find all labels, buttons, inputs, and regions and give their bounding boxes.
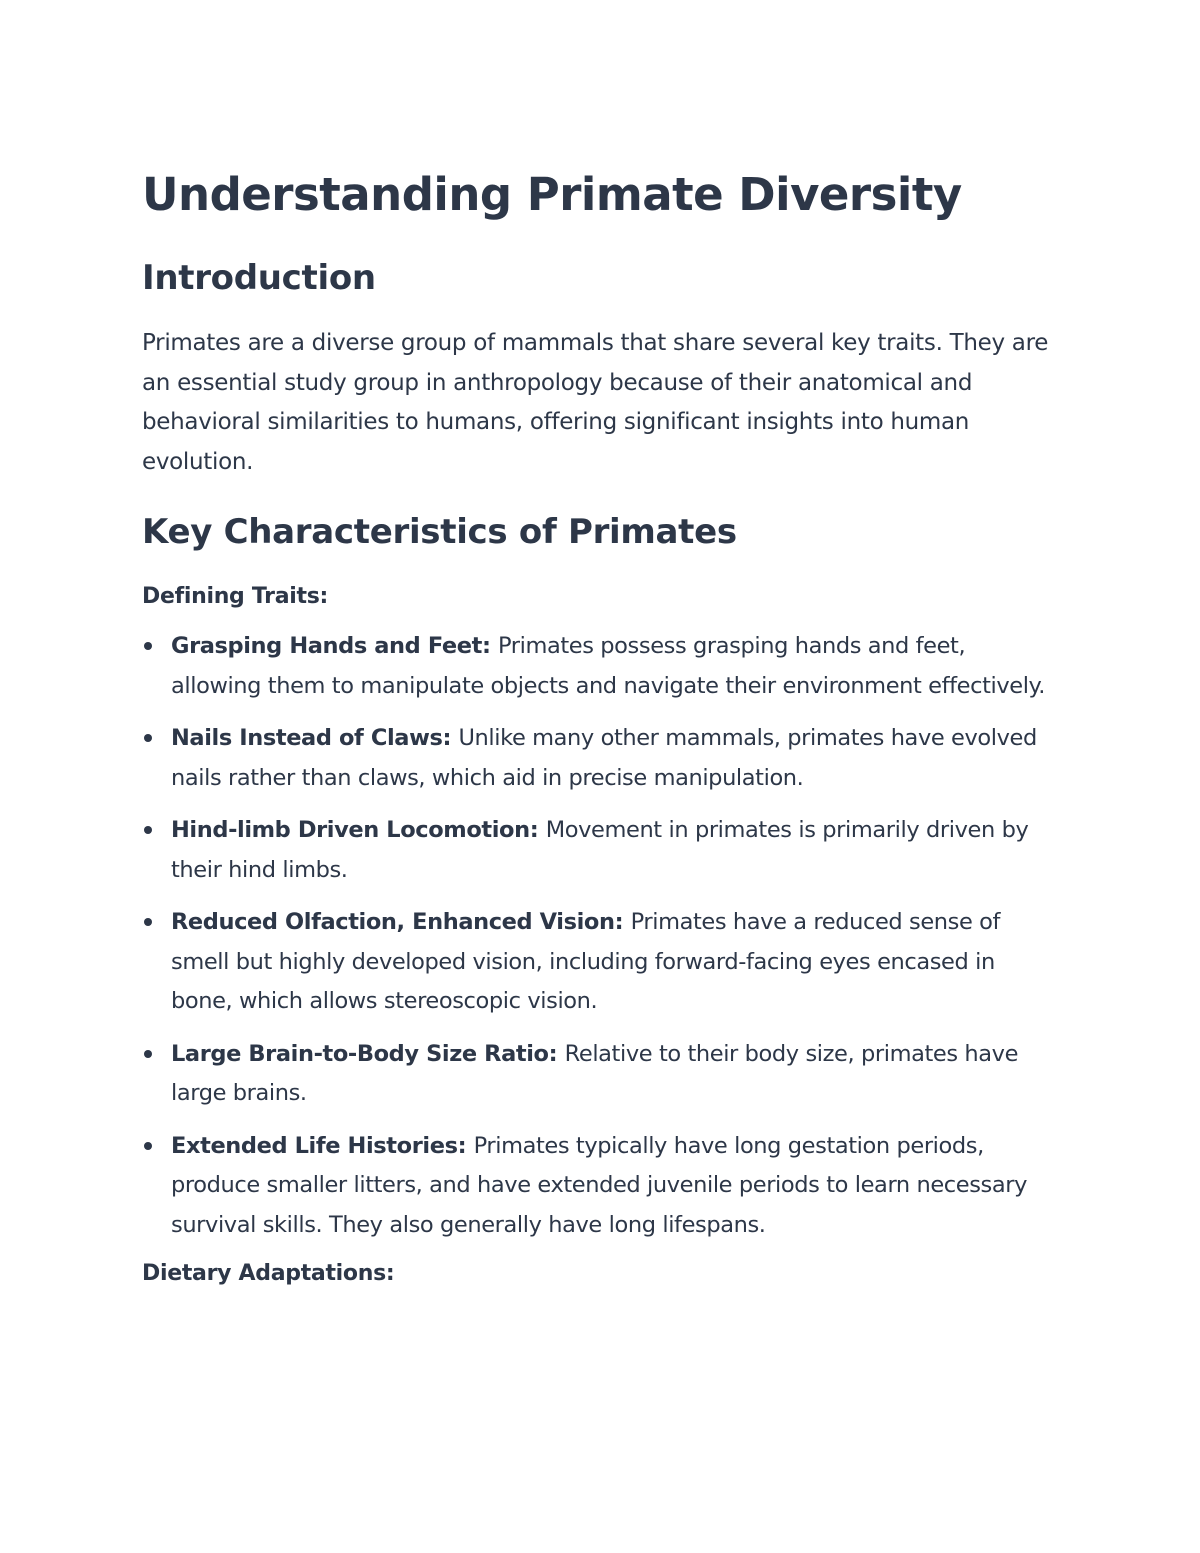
trait-description: Primates typically have long gestation periods, produce smaller litters, and have extended juvenile periods to learn necessary survival skills. They also generally have long lifespans. <box>171 1132 1028 1238</box>
list-item <box>142 903 1062 1022</box>
document-title: Understanding Primate Diversity <box>142 168 962 221</box>
list-item <box>142 719 1062 798</box>
key-characteristics-heading: Key Characteristics of Primates <box>142 512 737 552</box>
bullet-icon <box>144 642 152 650</box>
bullet-icon <box>144 734 152 742</box>
introduction-heading: Introduction <box>142 258 376 298</box>
list-item <box>142 1127 1062 1246</box>
trait-description: Primates have a reduced sense of smell but highly developed vision, including forward-facing eyes encased in bone, which allows stereoscopic vision. <box>171 909 1001 1014</box>
bullet-icon <box>144 1050 152 1058</box>
trait-term: Large Brain-to-Body Size Ratio: <box>171 1040 565 1067</box>
bullet-icon <box>144 826 152 834</box>
defining-traits-list <box>142 627 1062 1245</box>
trait-term: Grasping Hands and Feet: <box>171 633 498 659</box>
trait-term: Hind-limb Driven Locomotion: <box>171 817 546 843</box>
trait-description: Primates possess grasping hands and feet, allowing them to manipulate objects and navigate their environment effectively. <box>171 633 1046 699</box>
list-item <box>142 1035 1062 1114</box>
document-page <box>142 160 1062 1290</box>
trait-description: Relative to their body size, primates have large brains. <box>171 1040 1019 1106</box>
bullet-icon <box>144 918 152 926</box>
trait-description: Movement in primates is primarily driven by their hind limbs. <box>171 817 1029 883</box>
trait-term: Extended Life Histories: <box>171 1132 474 1159</box>
defining-traits-label: Defining Traits: <box>142 584 329 609</box>
dietary-adaptations-label: Dietary Adaptations: <box>142 1261 395 1286</box>
bullet-icon <box>144 1142 152 1150</box>
list-item <box>142 627 1062 706</box>
trait-description: Unlike many other mammals, primates have evolved nails rather than claws, which aid in precise manipulation. <box>171 725 1037 791</box>
trait-term: Nails Instead of Claws: <box>171 725 459 751</box>
trait-term: Reduced Olfaction, Enhanced Vision: <box>171 909 631 935</box>
introduction-paragraph: Primates are a diverse group of mammals that share several key traits. They are an essential study group in anthropology because of their anatomical and behavioral similarities to humans, offering significant insights into human evolution. <box>142 330 1049 475</box>
list-item <box>142 811 1062 890</box>
